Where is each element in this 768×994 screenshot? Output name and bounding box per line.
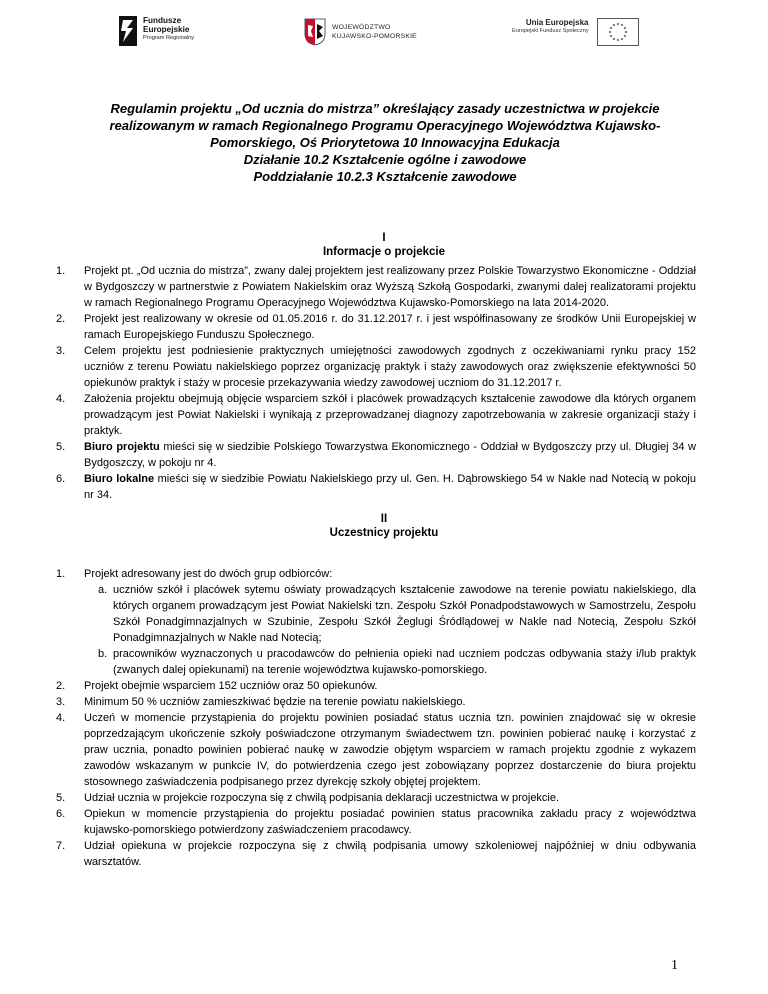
title-line4: Działanie 10.2 Kształcenie ogólne i zawodowe — [243, 152, 527, 167]
list-item — [56, 710, 696, 790]
item-text: mieści się w siedzibie Polskiego Towarzystwa Ekonomicznego - Oddział w Bydgoszczy przy ul. Długiej 34 w Bydgoszczy, w pokoju nr 4. — [84, 441, 697, 469]
list-item — [56, 439, 697, 471]
title-line1: Regulamin projektu „Od ucznia do mistrza” określający zasady uczestnictwa w projekcie — [110, 101, 660, 116]
ue-subtitle: Europejski Fundusz Społeczny — [512, 28, 589, 34]
section2-title: Uczestnicy projektu — [329, 527, 439, 539]
sub-list-item — [60, 582, 696, 646]
item-text: Udział ucznia w projekcie rozpoczyna się z chwilą podpisania deklaracji uczestnictwa w projekcie. — [84, 792, 560, 804]
section1-list — [56, 263, 697, 503]
list-item — [56, 343, 696, 391]
list-item — [56, 311, 696, 343]
item-number: 6. — [56, 808, 66, 820]
item-text: Projekt jest realizowany w okresie od 01.05.2016 r. do 31.12.2017 r. i jest współfinasowany ze środków Unii Europejskiej w ramach Europejskiego Funduszu Społecznego. — [84, 313, 696, 341]
section2-heading — [0, 512, 768, 540]
subitem-letter: a. — [98, 584, 108, 596]
title-line5: Poddziałanie 10.2.3 Kształcenie zawodowe — [253, 169, 517, 184]
item-text: mieści się w siedzibie Powiatu Nakielskiego przy ul. Gen. H. Dąbrowskiego 54 w Nakle nad Notecią w pokoju nr 34. — [84, 473, 696, 501]
item-number: 3. — [56, 345, 66, 357]
list-item — [56, 471, 696, 503]
header-logos — [0, 12, 768, 52]
eu-flag-icon — [597, 18, 639, 46]
list-item — [56, 678, 696, 694]
item-number: 5. — [56, 792, 66, 804]
fe-line2: Europejskie — [143, 25, 190, 34]
page-number: 1 — [671, 958, 678, 973]
list-item — [56, 391, 696, 439]
fundusze-europejskie-logo — [117, 16, 194, 46]
item-text: Minimum 50 % uczniów zamieszkiwać będzie na terenie powiatu nakielskiego. — [84, 696, 466, 708]
sub-list-item — [60, 646, 696, 678]
item-number: 3. — [56, 696, 66, 708]
item-number: 4. — [56, 393, 66, 405]
title-line2: realizowanym w ramach Regionalnego Programu Operacyjnego Województwa Kujawsko- — [109, 118, 661, 133]
section1-title: Informacje o projekcie — [322, 246, 446, 258]
ue-title: Unia Europejska — [525, 18, 589, 27]
subitem-text: uczniów szkół i placówek sytemu oświaty prowadzących kształcenie zawodowe na terenie powiatu nakielskiego, dla których organem prowadzącym jest Powiat Nakielski tzn. Zespołu Szkół Ponadpodstawowych w Samostrzelu, Zespołu Szkół Ponadgimnazjalnych w Szubinie, Zespołu Szkół Żeglugi Śródlądowej w Nakle nad Notecią, Zespołu Szkół Ponadgimnazjalnych w Nakle nad Notecią; — [113, 584, 696, 644]
item-bold-label: Biuro projektu — [84, 441, 160, 453]
list-item — [56, 566, 696, 582]
fe-line1: Fundusze — [143, 16, 182, 25]
item-text: Celem projektu jest podniesienie praktycznych umiejętności zawodowych zgodnych z oczekiwaniami rynku pracy 152 uczniów z terenu Powiatu nakielskiego poprzez organizację praktyk i staży zawodowych oraz zwiększenie efektywności 50 opiekunów praktyk i staży w procesie przekazywania wiedzy zawodowej uczniom do 31.12.2017 r. — [84, 345, 696, 389]
item-text: Opiekun w momencie przystąpienia do projektu posiadać powinien status pracownika zakładu pracy z województwa kujawsko-pomorskiego potwierdzony zaświadczeniem pracodawcy. — [84, 808, 696, 836]
fe-line3: Program Regionalny — [143, 35, 194, 41]
subitem-text: pracowników wyznaczonych u pracodawców do pełnienia opieki nad uczniem podczas odbywania staży i/lub praktyk (zwanych dalej opiekunami) na terenie województwa kujawsko-pomorskiego. — [113, 648, 696, 676]
list-item — [56, 790, 696, 806]
section2-list — [56, 566, 696, 870]
list-item — [56, 838, 696, 870]
item-number: 5. — [56, 441, 66, 453]
item-number: 4. — [56, 712, 66, 724]
section1-roman: I — [382, 232, 386, 244]
item-text: Udział opiekuna w projekcie rozpoczyna się z chwilą podpisania umowy szkoleniowej najpóźniej w dniu odbywania warsztatów. — [84, 840, 696, 868]
section1-heading — [0, 231, 768, 259]
title-line3: Pomorskiego, Oś Priorytetowa 10 Innowacyjna Edukacja — [210, 135, 560, 150]
item-number: 6. — [56, 473, 66, 485]
fe-star-icon — [117, 16, 139, 46]
item-text: Projekt obejmie wsparciem 152 uczniów oraz 50 opiekunów. — [84, 680, 378, 692]
item-number: 7. — [56, 840, 66, 852]
item-text: Założenia projektu obejmują objęcie wsparciem szkół i placówek prowadzących kształcenie zawodowe dla których organem prowadzącym jest Powiat Nakielski i wynikają z przeprowadzanej diagnozy zapotrzebowania w zakresie organizacji staży i praktyk. — [84, 393, 696, 437]
wkp-line2: KUJAWSKO-POMORSKIE — [332, 33, 417, 40]
item-bold-label: Biuro lokalne — [84, 473, 155, 485]
unia-europejska-logo — [512, 18, 639, 46]
wojewodztwo-logo — [304, 18, 417, 46]
list-item — [56, 806, 696, 838]
item-text: Projekt adresowany jest do dwóch grup odbiorców: — [84, 568, 333, 580]
item-number: 1. — [56, 568, 66, 580]
document-title — [80, 100, 690, 185]
coat-of-arms-icon — [304, 18, 326, 46]
section2-roman: II — [380, 513, 388, 525]
item-text: Projekt pt. „Od ucznia do mistrza”, zwany dalej projektem jest realizowany przez Polskie Towarzystwo Ekonomiczne - Oddział w Bydgoszczy w partnerstwie z Powiatem Nakielskim oraz Wyższą Szkołą Gospodarki, zwanymi dalej realizatorami projektu w ramach Regionalnego Programu Operacyjnego Województwa Kujawsko-Pomorskiego na lata 2014-2020. — [84, 265, 696, 309]
item-text: Uczeń w momencie przystąpienia do projektu powinien posiadać status ucznia tzn. powinien znajdować się w okresie poprzedzającym ukończenie szkoły poświadczone otrzymanym świadectwem tzn. powinien pobierać naukę i korzystać z praw ucznia, ponadto powinien pobierać naukę w zawodzie objętym wsparciem w ramach projektu zgodnie z wykazem zawodów wskazanym w punkcie IV, do potwierdzenia czego jest zobowiązany poprzez dostarczenie do biura projektu stosownego zaświadczenia podpisanego przez dyrekcję szkoły objętej projektem. — [84, 712, 696, 788]
subitem-letter: b. — [98, 648, 108, 660]
item-number: 1. — [56, 265, 66, 277]
list-item — [56, 694, 696, 710]
item-number: 2. — [56, 680, 66, 692]
list-item — [56, 263, 696, 311]
item-number: 2. — [56, 313, 66, 325]
wkp-line1: WOJEWÓDZTWO — [332, 24, 391, 31]
